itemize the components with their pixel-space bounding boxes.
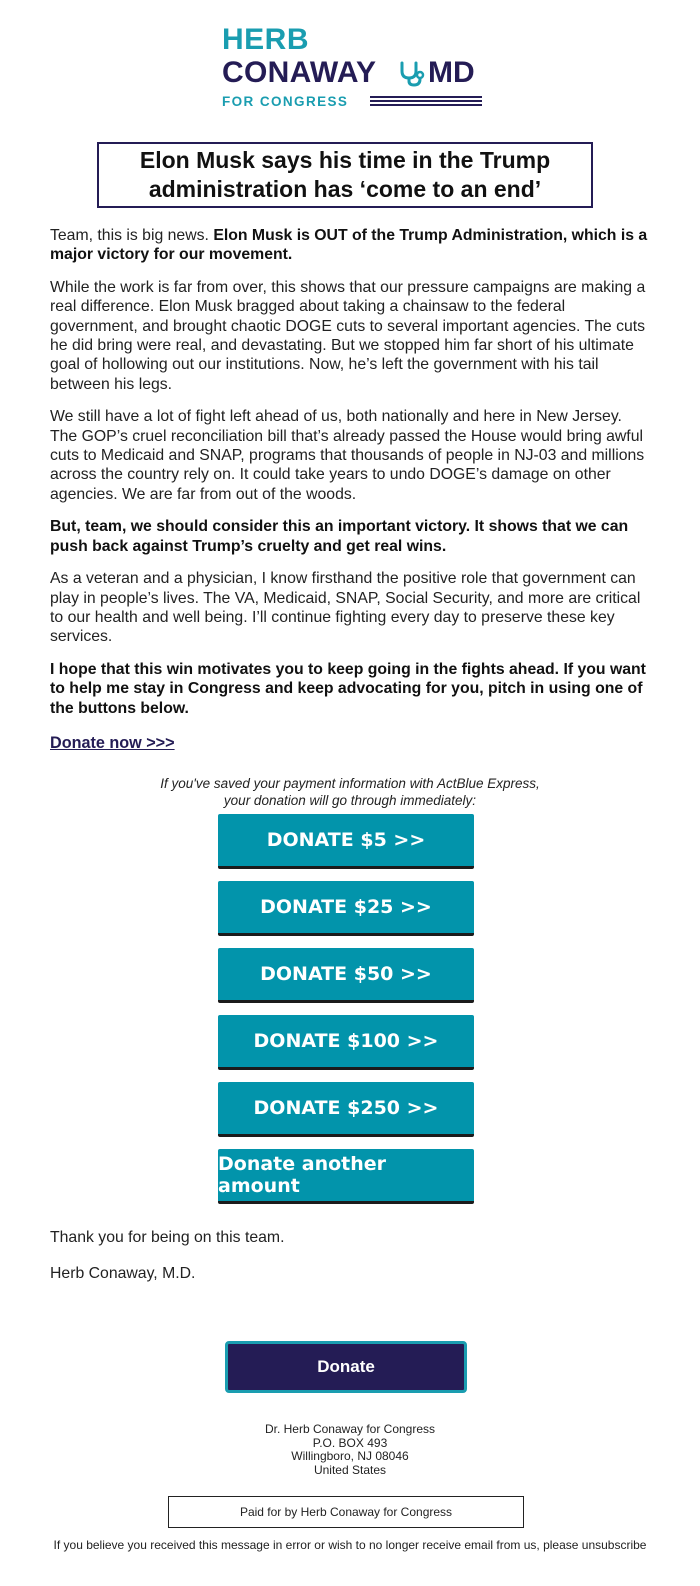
unsubscribe-text[interactable]: If you believe you received this message in error or wish to no longer receive email from us, please unsubscribe xyxy=(53,1538,647,1552)
paragraph-2: While the work is far from over, this shows that our pressure campaigns are making a real difference. Elon Musk bragged about taking a chainsaw to the federal government, and brought chaotic DOGE cuts to several important agencies. The cuts he did bring were real, and devastating. But we stopped him far short of his ultimate goal of hollowing out our institutions. Now, he’s left the government with his tail between his legs. xyxy=(50,278,646,393)
intro-bold-text: Elon Musk is OUT of the Trump Administration, which is a major victory for our movement. xyxy=(50,227,648,264)
logo-tagline: FOR CONGRESS xyxy=(222,94,349,109)
logo-stripes xyxy=(370,96,482,110)
email-body xyxy=(50,226,650,753)
donate-100-button[interactable]: DONATE $100 >> xyxy=(218,1015,474,1070)
actblue-express-note xyxy=(0,775,700,809)
paragraph-6-bold: I hope that this win motivates you to keep going in the fights ahead. If you want to help me stay in Congress and keep advocating for you, pitch in using one of the buttons below. xyxy=(50,660,646,717)
paragraph-4-bold: But, team, we should consider this an important victory. It shows that we can push back against Trump’s cruelty and get real wins. xyxy=(50,518,629,555)
paragraph-intro xyxy=(50,226,650,265)
logo-first-name: HERB xyxy=(222,23,310,56)
donate-other-amount-button[interactable]: Donate another amount xyxy=(218,1149,474,1204)
footer-address xyxy=(0,1423,700,1477)
footer-po-box: P.O. BOX 493 xyxy=(312,1435,388,1450)
logo-last-name: CONAWAY xyxy=(222,56,377,89)
intro-text: Team, this is big news. xyxy=(50,227,214,244)
express-note-line-1: If you've saved your payment information with ActBlue Express, xyxy=(160,776,540,791)
donate-25-button[interactable]: DONATE $25 >> xyxy=(218,881,474,936)
signature: Herb Conaway, M.D. xyxy=(50,1265,196,1282)
paragraph-5: As a veteran and a physician, I know firsthand the positive role that government can play in people’s lives. The VA, Medicaid, SNAP, Social Security, and more are critical to our health and well being. I’ll continue fighting every day to preserve these key services. xyxy=(50,570,641,646)
paragraph-3: We still have a lot of fight left ahead of us, both nationally and here in New Jersey. The GOP’s cruel reconciliation bill that’s already passed the House would bring awful cuts to Medicaid and SNAP, programs that thousands of people in NJ-03 and millions across the country rely on. It could take years to undo DOGE’s damage on other agencies. We are far from out of the woods. xyxy=(50,408,645,503)
donate-250-button[interactable]: DONATE $250 >> xyxy=(218,1082,474,1137)
headline: Elon Musk says his time in the Trump administration has ‘come to an end’ xyxy=(97,142,593,208)
footer-country: United States xyxy=(313,1462,387,1477)
express-note-line-2: your donation will go through immediately: xyxy=(223,793,477,808)
closing-thanks: Thank you for being on this team. xyxy=(50,1229,285,1246)
donate-5-button[interactable]: DONATE $5 >> xyxy=(218,814,474,869)
footer-city: Willingboro, NJ 08046 xyxy=(291,1449,409,1463)
campaign-logo xyxy=(222,24,482,114)
paragraph-4 xyxy=(50,517,650,556)
donate-now-link[interactable]: Donate now >>> xyxy=(50,733,175,752)
donate-button[interactable]: Donate xyxy=(225,1341,467,1393)
stethoscope-icon xyxy=(398,61,426,87)
donate-50-button[interactable]: DONATE $50 >> xyxy=(218,948,474,1003)
paragraph-6 xyxy=(50,660,650,718)
logo-md: MD xyxy=(428,56,475,89)
paid-for-disclaimer: Paid for by Herb Conaway for Congress xyxy=(168,1496,524,1528)
footer-org: Dr. Herb Conaway for Congress xyxy=(264,1422,436,1436)
